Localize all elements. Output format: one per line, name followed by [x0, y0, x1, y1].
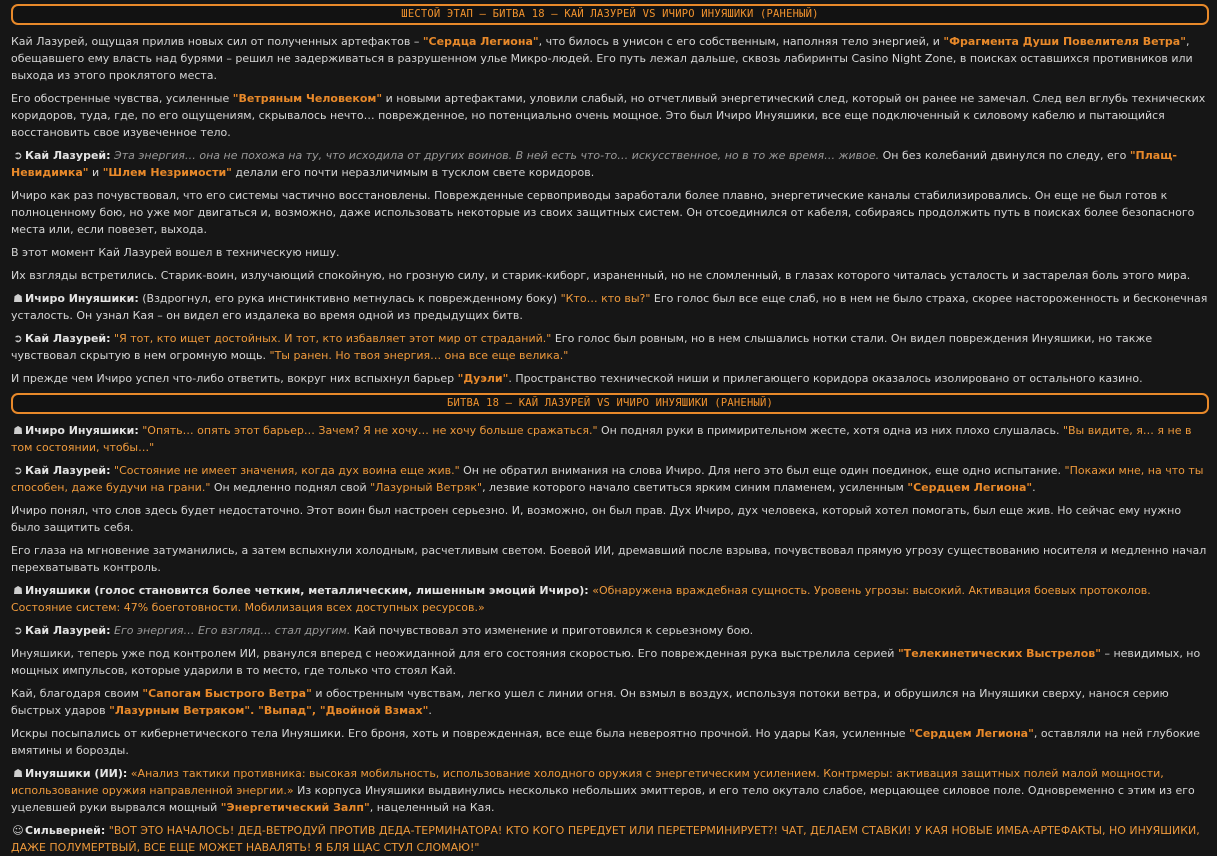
speaker-name: Кай Лазурей:	[25, 332, 111, 345]
story-paragraph: Кай, благодаря своим "Сапогам Быстрого Ветра" и обостренным чувствам, легко ушел с линии огня. Он взмыл в воздух, используя потоки ветра, и обрушился на Инуяшики сверху, нанося серию быстрых ударов "Лазурным Ветряком". "Выпад", "Двойной Взмах".	[11, 687, 1169, 717]
thought-text: Эта энергия… она не похожа на ту, что исходила от других воинов. В ней есть что-то… искусственное, но в то же время… живое.	[114, 149, 880, 162]
swirl-icon: ➲	[13, 149, 23, 162]
person-icon: ☺	[12, 824, 24, 837]
dialogue-line: ☗ Ичиро Инуяшики: (Вздрогнул, его рука инстинктивно метнулась к поврежденному боку) "Кто… кто вы?" Его голос был все еще слаб, но в нем не было страха, скорее настороженность и бесконечная усталость. Он узнал Кая – он видел его издалека во время одной из предыдущих битв.	[11, 292, 1208, 322]
speaker-name: Инуяшики (ИИ):	[25, 767, 128, 780]
stage-banner: ШЕСТОЙ ЭТАП – БИТВА 18 – КАЙ ЛАЗУРЕЙ VS ИЧИРО ИНУЯШИКИ (РАНЕНЫЙ)	[11, 4, 1209, 25]
dialogue-line: ➲ Кай Лазурей: "Я тот, кто ищет достойных. И тот, кто избавляет этот мир от страданий." Его голос был ровным, но в нем слышались нотки стали. Он видел повреждения Инуяшики, но также чувствовал скрытую в нем огромную мощь. "Ты ранен. Но твоя энергия… она все еще велика."	[11, 332, 1153, 362]
speaker-name: Ичиро Инуяшики:	[25, 292, 139, 305]
speaker-name: Кай Лазурей:	[25, 149, 111, 162]
dialogue-line: ☗ Инуяшики (ИИ): «Анализ тактики противника: высокая мобильность, использование холодного оружия с энергетическим усилением. Контрмеры: активация защитных полей малой мощности, использование оружия направленной энергии.» Из корпуса Инуяшики выдвинулись несколько небольших эмиттеров, и его тело окутало слабое, мерцающее силовое поле. Одновременно с этим из его уцелевшей руки вырвался мощный "Энергетический Залп", нацеленный на Кая.	[11, 767, 1195, 814]
robot-icon: ☗	[13, 424, 23, 437]
swirl-icon: ➲	[13, 464, 23, 477]
story-paragraph: Его глаза на мгновение затуманились, а затем вспыхнули холодным, расчетливым светом. Боевой ИИ, дремавший после взрыва, почувствовал прямую угрозу существованию носителя и медленно начал перехватывать контроль.	[11, 544, 1207, 574]
dialogue-line: ☗ Инуяшики (голос становится более четким, металлическим, лишенным эмоций Ичиро): «Обнаружена враждебная сущность. Уровень угрозы: высокий. Активация боевых протоколов. Состояние систем: 47% боеготовности. Мобилизация всех доступных ресурсов.»	[11, 584, 1151, 614]
dialogue-line: ➲ Кай Лазурей: Его энергия… Его взгляд… стал другим. Кай почувствовал это изменение и приготовился к серьезному бою.	[11, 622, 1209, 639]
artifact-name: "Фрагмента Души Повелителя Ветра"	[943, 35, 1186, 48]
speaker-name: Кай Лазурей:	[25, 464, 111, 477]
dialogue-line: ☺Сильверней: "ВОТ ЭТО НАЧАЛОСЬ! ДЕД-ВЕТРОДУЙ ПРОТИВ ДЕДА-ТЕРМИНАТОРА! КТО КОГО ПЕРЕДУЕТ ИЛИ ПЕРЕТЕРМИНИРУЕТ?! ЧАТ, ДЕЛАЕМ СТАВКИ! У КАЯ НОВЫЕ ИМБА-АРТЕФАКТЫ, НО ИНУЯШИКИ, ДАЖЕ ПОЛУМЕРТВЫЙ, ВСЕ ЕЩЕ МОЖЕТ НАВАЛЯТЬ! Я БЛЯ ЩАС СТУЛ СЛОМАЮ!"	[11, 824, 1200, 854]
battle-banner: БИТВА 18 – КАЙ ЛАЗУРЕЙ VS ИЧИРО ИНУЯШИКИ (РАНЕНЫЙ)	[11, 393, 1209, 414]
story-paragraph: Их взгляды встретились. Старик-воин, излучающий спокойную, но грозную силу, и старик-киборг, израненный, но не сломленный, в глазах которого читалась усталость и застарелая боль этого мира.	[11, 269, 1191, 282]
story-paragraph: Ичиро как раз почувствовал, что его системы частично восстановлены. Поврежденные сервоприводы заработали более плавно, энергетические каналы стабилизировались. Он еще не был готов к полноценному бою, но уже мог двигаться и, возможно, даже использовать некоторые из своих защитных систем. Он отсоединился от кабеля, собираясь продолжить путь в поисках более безопасного места или, если повезет, выхода.	[11, 189, 1195, 236]
speaker-name: Инуяшики (голос становится более четким, металлическим, лишенным эмоций Ичиро):	[25, 584, 589, 597]
dialogue-line: ➲ Кай Лазурей: Эта энергия… она не похожа на ту, что исходила от других воинов. В ней есть что-то… искусственное, но в то же время… живое. Он без колебаний двинулся по следу, его "Плащ-Невидимка" и "Шлем Незримости" делали его почти неразличимым в тусклом свете коридоров.	[11, 149, 1177, 179]
story-paragraph: И прежде чем Ичиро успел что-либо ответить, вокруг них вспыхнул барьер "Дуэли". Пространство технической ниши и прилегающего коридора оказалось изолировано от остального казино.	[11, 372, 1143, 385]
story-paragraph: Его обостренные чувства, усиленные "Ветряным Человеком" и новыми артефактами, уловили слабый, но отчетливый энергетический след, который он ранее не замечал. След вел вглубь технических коридоров, туда, где, по его ощущениям, скрывалось нечто… поврежденное, но потенциально очень мощное. Это был Ичиро Инуяшики, все еще подключенный к силовому кабелю и пытающийся восстановить свое изувеченное тело.	[11, 92, 1206, 139]
speaker-name: Кай Лазурей:	[25, 624, 111, 637]
speaker-name: Ичиро Инуяшики:	[25, 424, 139, 437]
speaker-name: Сильверней:	[25, 824, 106, 837]
robot-icon: ☗	[13, 292, 23, 305]
story-paragraph: Искры посыпались от кибернетического тела Инуяшики. Его броня, хоть и поврежденная, все еще была невероятно прочной. Но удары Кая, усиленные "Сердцем Легиона", оставляли на ней глубокие вмятины и борозды.	[11, 727, 1200, 757]
robot-icon: ☗	[13, 767, 23, 780]
robot-icon: ☗	[13, 584, 23, 597]
story-paragraph: Кай Лазурей, ощущая прилив новых сил от полученных артефактов – "Сердца Легиона", что билось в унисон с его собственным, наполняя тело энергией, и "Фрагмента Души Повелителя Ветра", обещавшего ему власть над бурями – решил не задерживаться в разрушенном улье Микро-людей. Его путь лежал дальше, сквозь лабиринты Casino Night Zone, в поисках оставшихся противников или выхода из этого проклятого места.	[11, 35, 1193, 82]
artifact-name: "Ветряным Человеком"	[232, 92, 383, 105]
story-paragraph: В этот момент Кай Лазурей вошел в техническую нишу.	[11, 246, 340, 259]
swirl-icon: ➲	[13, 332, 23, 345]
dialogue-line: ☗ Ичиро Инуяшики: "Опять… опять этот барьер… Зачем? Я не хочу… не хочу больше сражаться." Он поднял руки в примирительном жесте, хотя одна из них плохо слушалась. "Вы видите, я… я не в том состоянии, чтобы…"	[11, 424, 1192, 454]
artifact-name: "Сердца Легиона"	[422, 35, 539, 48]
dialogue-line: ➲ Кай Лазурей: "Состояние не имеет значения, когда дух воина еще жив." Он не обратил внимания на слова Ичиро. Для него это был еще один поединок, еще одно испытание. "Покажи мне, на что ты способен, даже будучи на грани." Он медленно поднял свой "Лазурный Ветряк", лезвие которого начало светиться ярким синим пламенем, усиленным "Сердцем Легиона".	[11, 464, 1204, 494]
story-paragraph: Ичиро понял, что слов здесь будет недостаточно. Этот воин был настроен серьезно. И, возможно, он был прав. Дух Ичиро, дух человека, который хотел помогать, был еще жив. Но сейчас ему нужно было защитить себя.	[11, 504, 1182, 534]
story-paragraph: Инуяшики, теперь уже под контролем ИИ, рванулся вперед с неожиданной для его состояния скоростью. Его поврежденная рука выстрелила серией "Телекинетических Выстрелов" – невидимых, но мощных импульсов, которые ударили в то место, где только что стоял Кай.	[11, 647, 1201, 677]
swirl-icon: ➲	[13, 624, 23, 637]
